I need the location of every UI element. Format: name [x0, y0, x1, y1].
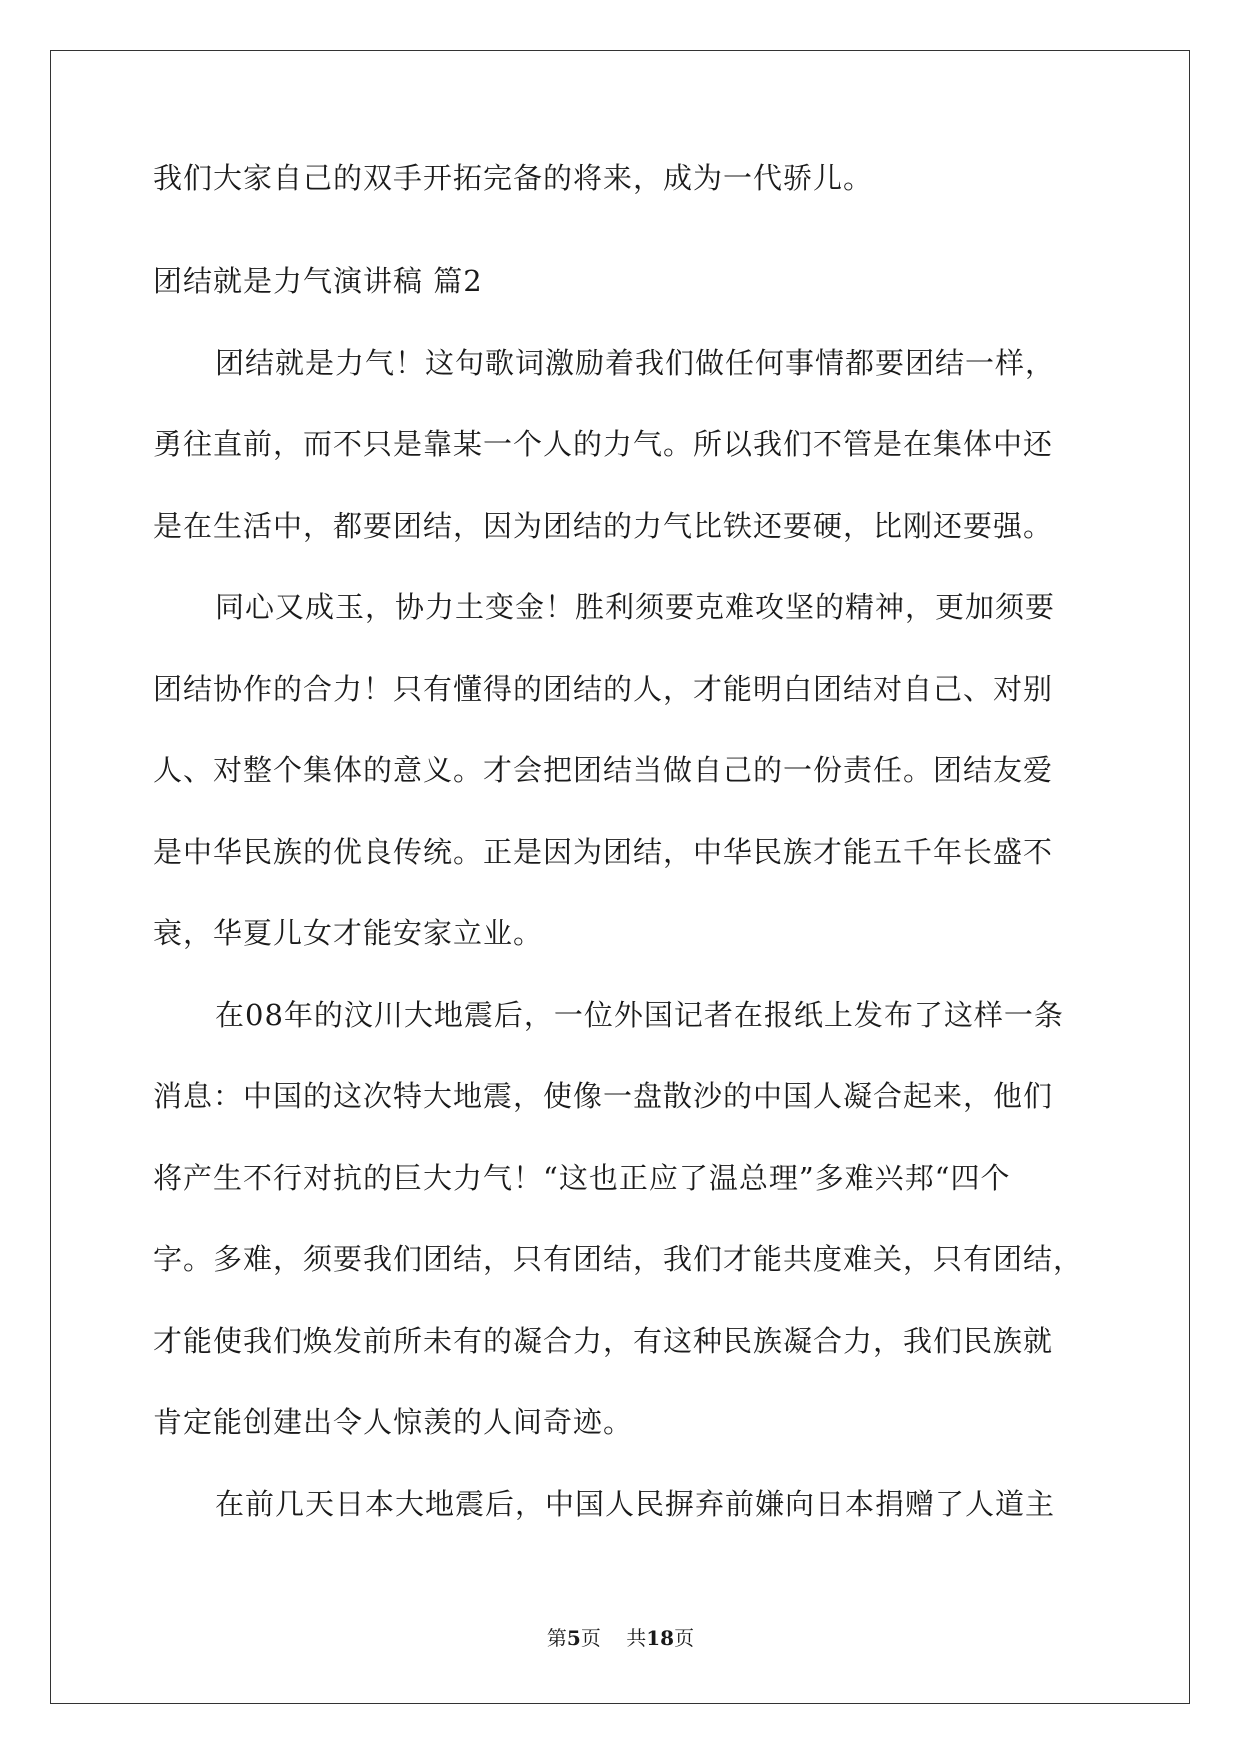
- paragraph-line: 肯定能创建出令人惊羡的人间奇迹。: [153, 1405, 634, 1439]
- paragraph-line: 字。多难，须要我们团结，只有团结，我们才能共度难关，只有团结，: [153, 1242, 1084, 1276]
- paragraph-line: 人、对整个集体的意义。才会把团结当做自己的一份责任。团结友爱: [153, 753, 1054, 787]
- paragraph-line: 勇往直前，而不只是靠某一个人的力气。所以我们不管是在集体中还: [153, 427, 1054, 461]
- total-pages: 18: [646, 1626, 675, 1650]
- paragraph-line: 消息：中国的这次特大地震，使像一盘散沙的中国人凝合起来，他们: [153, 1079, 1054, 1113]
- page-footer: [0, 1622, 1241, 1651]
- paragraph-line: 团结就是力气！这句歌词激励着我们做任何事情都要团结一样，: [215, 345, 1056, 380]
- section-heading: 团结就是力气演讲稿 篇2: [153, 264, 483, 298]
- text-line: 我们大家自己的双手开拓完备的将来，成为一代骄儿。: [153, 161, 874, 195]
- paragraph-line: 衰，华夏儿女才能安家立业。: [153, 916, 544, 950]
- total-suffix: 页: [674, 1626, 695, 1650]
- page-prefix: 第: [546, 1626, 567, 1650]
- paragraph-line: 是在生活中，都要团结，因为团结的力气比铁还要硬，比刚还要强。: [153, 508, 1054, 543]
- paragraph-line: 在前几天日本大地震后，中国人民摒弃前嫌向日本捐赠了人道主: [215, 1486, 1056, 1521]
- paragraph-line: 同心又成玉，协力土变金！胜利须要克难攻坚的精神，更加须要: [215, 590, 1056, 624]
- paragraph-line: 在08年的汶川大地震后，一位外国记者在报纸上发布了这样一条: [215, 997, 1064, 1032]
- page-number: 5: [566, 1626, 581, 1650]
- paragraph-line: 团结协作的合力！只有懂得的团结的人，才能明白团结对自己、对别: [153, 671, 1054, 706]
- document-body: [153, 160, 1113, 1545]
- paragraph-line: 将产生不行对抗的巨大力气！“这也正应了温总理”多难兴邦“四个: [153, 1160, 1011, 1195]
- total-prefix: 共: [626, 1626, 647, 1650]
- paragraph-line: 是中华民族的优良传统。正是因为团结，中华民族才能五千年长盛不: [153, 834, 1054, 869]
- paragraph-line: 才能使我们焕发前所未有的凝合力，有这种民族凝合力，我们民族就: [153, 1323, 1054, 1358]
- page-suffix: 页: [580, 1626, 601, 1650]
